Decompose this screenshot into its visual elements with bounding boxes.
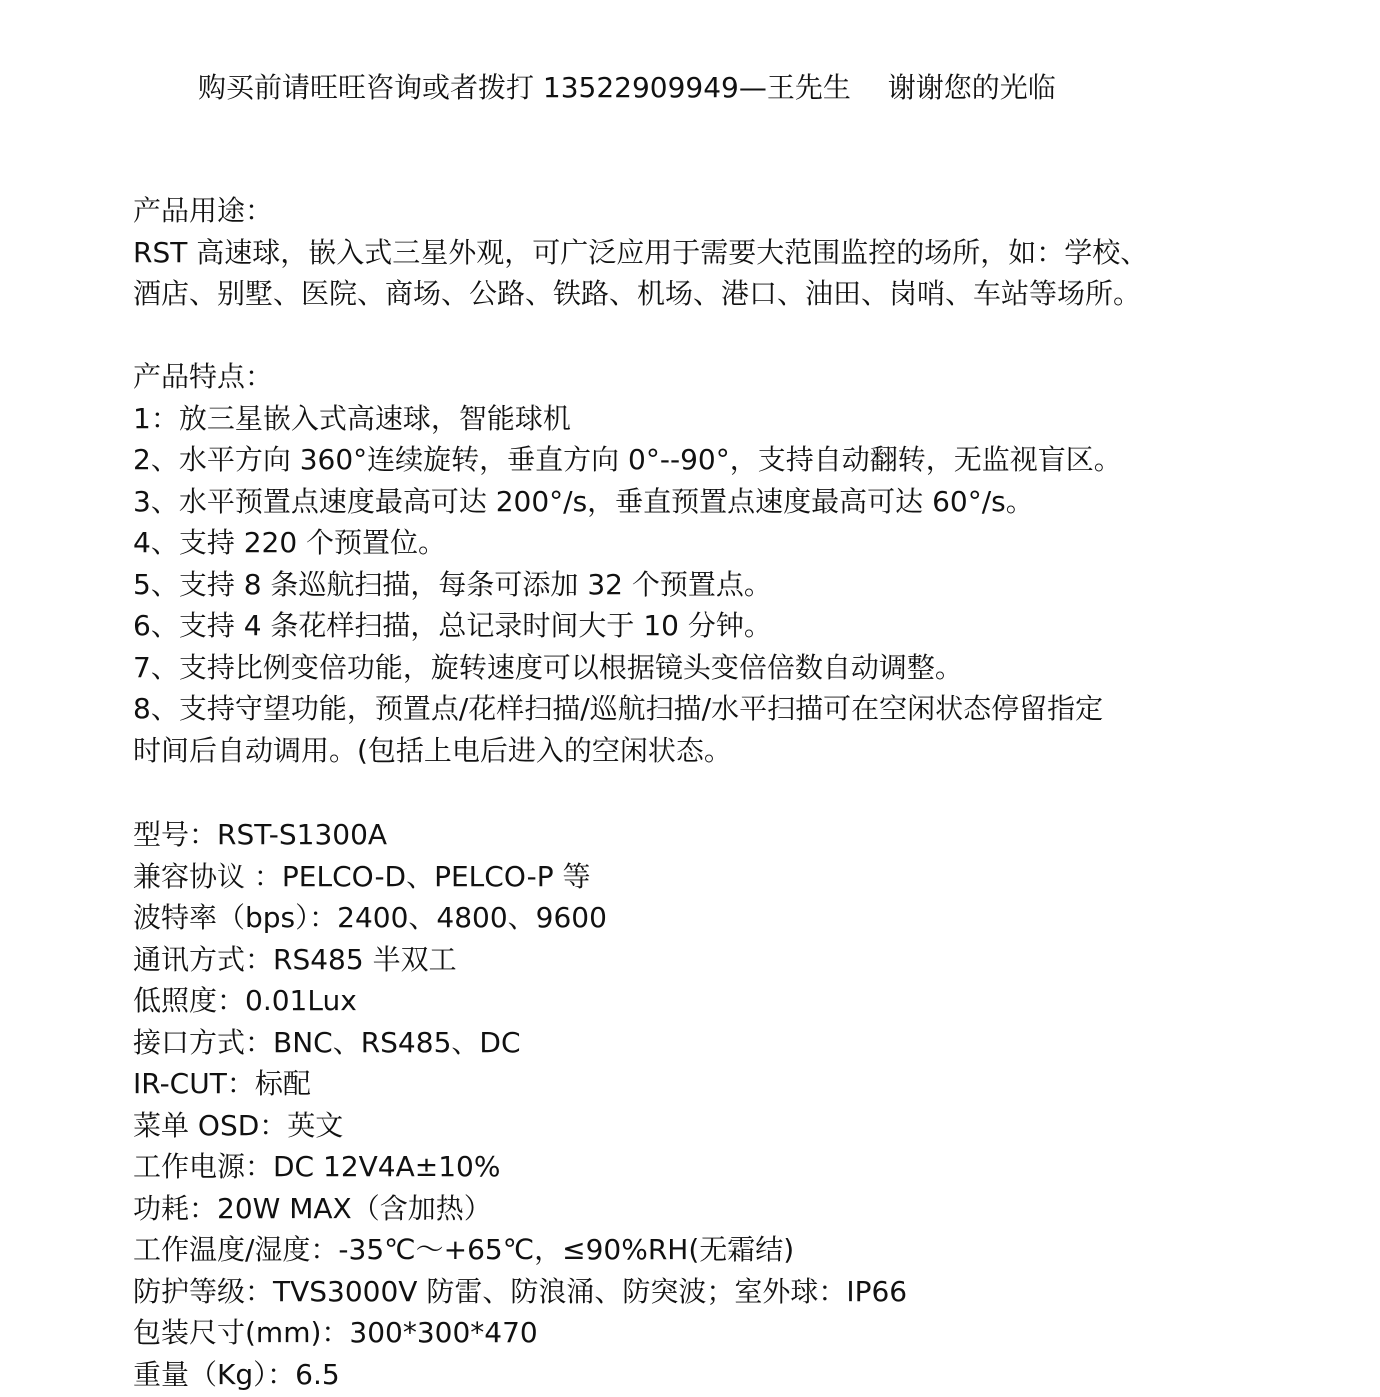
feature-item: 4、支持 220 个预置位。 xyxy=(133,526,447,559)
spec-communication: 通讯方式：RS485 半双工 xyxy=(133,942,457,976)
usage-line: 酒店、别墅、医院、商场、公路、铁路、机场、港口、油田、岗哨、车站等场所。 xyxy=(133,277,1142,310)
feature-item: 2、水平方向 360°连续旋转，垂直方向 0°--90°，支持自动翻转，无监视盲区。 xyxy=(133,443,1122,476)
spec-min-illumination: 低照度：0.01Lux xyxy=(133,984,357,1017)
spec-ir-cut: IR-CUT：标配 xyxy=(133,1067,311,1100)
features-heading: 产品特点： xyxy=(133,360,274,393)
usage-line: RST 高速球，嵌入式三星外观，可广泛应用于需要大范围监控的场所，如：学校、 xyxy=(133,235,1149,269)
spec-interface: 接口方式：BNC、RS485、DC xyxy=(133,1025,521,1059)
product-specs-section xyxy=(133,814,1253,1395)
spec-operating-temp-humidity: 工作温度/湿度：-35℃～+65℃，≤90%RH(无霜结) xyxy=(133,1233,795,1266)
spec-protection-level: 防护等级：TVS3000V 防雷、防浪涌、防突波；室外球：IP66 xyxy=(133,1274,908,1308)
spec-power-supply: 工作电源：DC 12V4A±10% xyxy=(133,1150,501,1183)
spec-model: 型号：RST-S1300A xyxy=(133,818,388,851)
spec-protocol: 兼容协议 ：PELCO-D、PELCO-P 等 xyxy=(133,859,591,893)
usage-heading: 产品用途： xyxy=(133,194,274,227)
feature-item: 5、支持 8 条巡航扫描，每条可添加 32 个预置点。 xyxy=(133,567,772,601)
spec-weight: 重量（Kg）：6.5 xyxy=(133,1357,340,1391)
purchase-notice: 购买前请旺旺咨询或者拨打 13522909949—王先生 谢谢您的光临 xyxy=(198,71,1056,104)
feature-item: 6、支持 4 条花样扫描，总记录时间大于 10 分钟。 xyxy=(133,609,772,642)
spec-package-size: 包装尺寸(mm)：300*300*470 xyxy=(133,1316,538,1349)
spec-power-consumption: 功耗：20W MAX（含加热） xyxy=(133,1191,492,1225)
feature-item: 8、支持守望功能，预置点/花样扫描/巡航扫描/水平扫描可在空闲状态停留指定 xyxy=(133,692,1104,725)
feature-item: 3、水平预置点速度最高可达 200°/s，垂直预置点速度最高可达 60°/s。 xyxy=(133,484,1034,518)
feature-item: 1：放三星嵌入式高速球，智能球机 xyxy=(133,401,571,435)
feature-item: 7、支持比例变倍功能，旋转速度可以根据镜头变倍倍数自动调整。 xyxy=(133,650,963,684)
spec-baud-rate: 波特率（bps）：2400、4800、9600 xyxy=(133,901,607,934)
feature-item: 时间后自动调用。(包括上电后进入的空闲状态。 xyxy=(133,733,732,767)
product-usage-section xyxy=(133,190,1253,315)
spec-menu-osd: 菜单 OSD：英文 xyxy=(133,1108,344,1142)
product-features-section xyxy=(133,356,1253,771)
